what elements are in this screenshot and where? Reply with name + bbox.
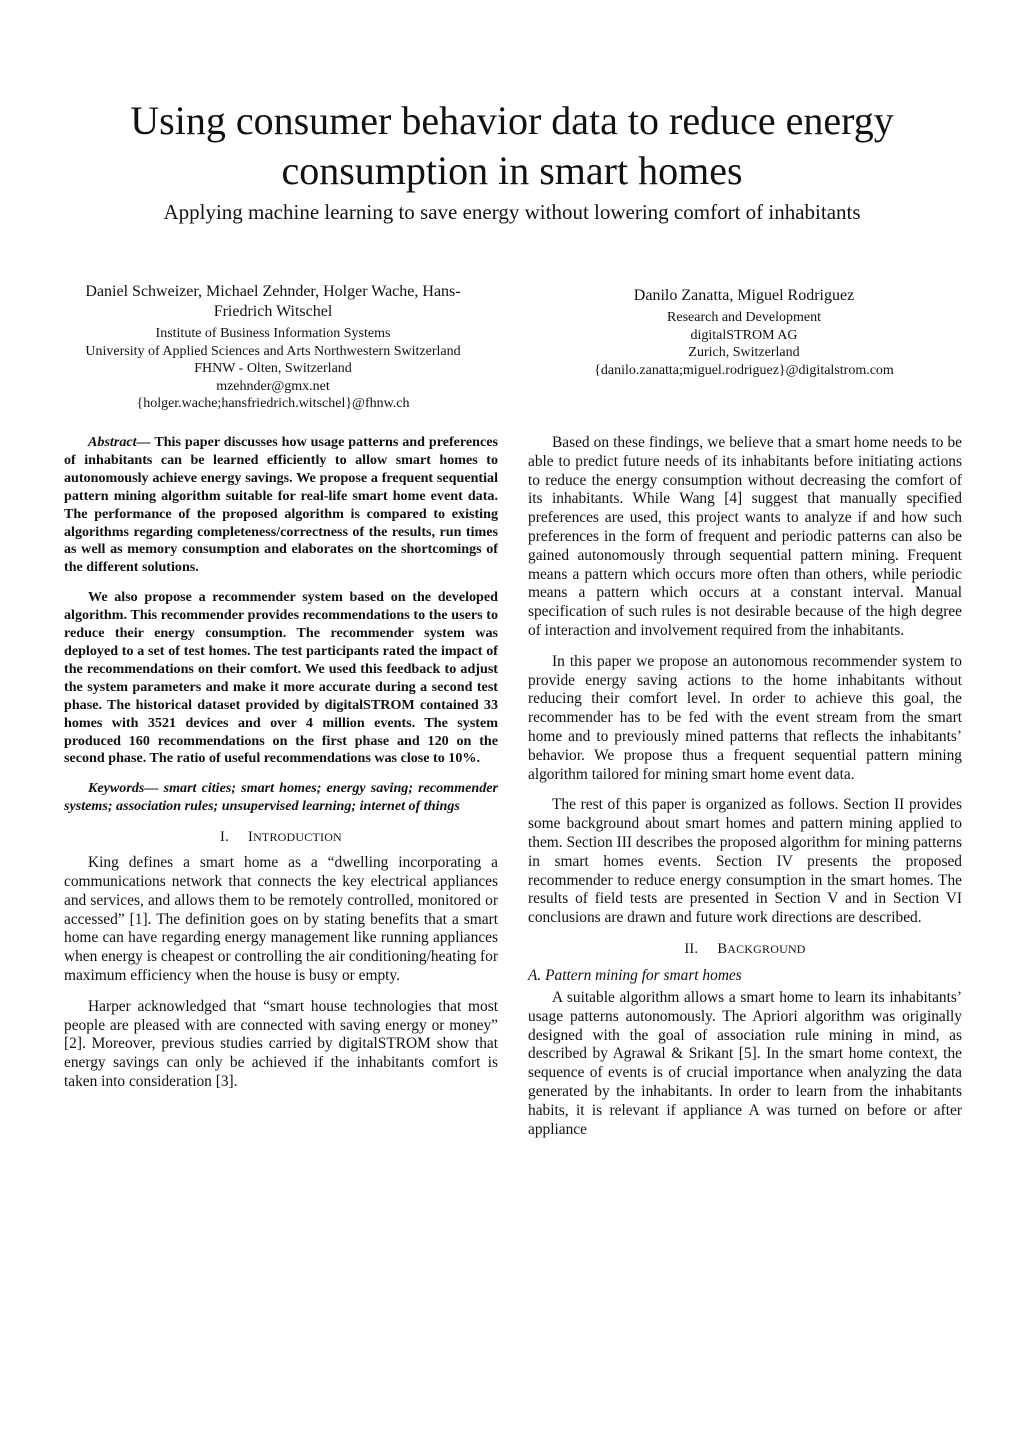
intro-paragraph-3: Based on these findings, we believe that a smart home needs to be able to predict future needs of its inhabitants before initiating actions to reduce the energy consumption without decreasing the comfort of its inhabitants. While Wang [4] suggest that manually specified preferences are used, this project wants to analyze if and how such preferences in the form of frequent and periodic patterns can also be gained autonomously through sequential pattern mining. Frequent means a pattern which occurs more often than others, while periodic means a pattern which occurs at a constant interval. Manual specification of such rules is not desirable because of the high degree of interaction and involvement required from the inhabitants.: [528, 434, 962, 639]
section-numeral: II.: [684, 940, 699, 957]
author-email: {danilo.zanatta;miguel.rodriguez}@digitalstrom.com: [594, 362, 894, 378]
author-names-right: Danilo Zanatta, Miguel Rodriguez: [633, 287, 855, 304]
author-email: mzehnder@gmx.net: [216, 378, 330, 394]
affiliation-line: FHNW - Olten, Switzerland: [194, 361, 352, 377]
abstract-label: Abstract—: [88, 434, 151, 450]
affiliation-line: Zurich, Switzerland: [688, 345, 800, 361]
subsection-heading-pattern-mining: A. Pattern mining for smart homes: [528, 966, 742, 984]
affiliation-line: digitalSTROM AG: [690, 327, 798, 343]
title-line-1: Using consumer behavior data to reduce energy: [130, 98, 894, 143]
section-title-rest: ACKGROUND: [727, 941, 806, 956]
author-block-left: [62, 282, 484, 413]
abstract-paragraph-2: We also propose a recommender system based on the developed algorithm. This recommender provides recommendations to the users to reduce their energy consumption. The recommender system was deployed to a set of test homes. The test participants rated the impact of the recommendations on their comfort. We used this feedback to adjust the system parameters and make it more accurate during a second test phase. The historical dataset provided by digitalSTROM contained 33 homes with 3521 devices and over 4 million events. The system produced 160 recommendations on the first phase and 120 on the second phase. The ratio of useful recommendations was close to 10%.: [64, 589, 498, 767]
author-email: {holger.wache;hansfriedrich.witschel}@fhnw.ch: [136, 396, 410, 412]
title-line-2: consumption in smart homes: [281, 148, 743, 193]
affiliation-line: Research and Development: [667, 310, 821, 325]
section-title-initial: I: [248, 829, 254, 846]
author-names-left: Daniel Schweizer, Michael Zehnder, Holger Wache, Hans-Friedrich Witschel: [85, 283, 461, 320]
section-heading-introduction: [64, 828, 498, 846]
paper-subtitle: Applying machine learning to save energy without lowering comfort of inhabitants: [163, 200, 861, 224]
author-block-right: [524, 286, 964, 379]
keywords-text: smart cities; smart homes; energy saving; recommender systems; association rules; unsupervised learning; internet of things: [64, 780, 498, 815]
paper-title: [60, 96, 964, 196]
affiliation-line: University of Applied Sciences and Arts Northwestern Switzerland: [85, 343, 461, 359]
section-heading-background: [528, 940, 962, 958]
intro-paragraph-5: The rest of this paper is organized as follows. Section II provides some background about smart homes and pattern mining applied to them. Section III describes the proposed algorithm for mining patterns in smart homes events. Section IV presents the proposed recommender to reduce energy consumption in the smart homes. The results of field tests are presented in Section V and in Section VI conclusions are drawn and future work directions are described.: [528, 796, 962, 927]
affiliation-line: Institute of Business Information Systems: [155, 326, 391, 341]
keywords-paragraph: [64, 780, 498, 816]
intro-paragraph-1: King defines a smart home as a “dwelling incorporating a communications network that connects the key electrical appliances and services, and allows them to be remotely controlled, monitored or accessed” [1]. The definition goes on by stating benefits that a smart home can have regarding energy management like running appliances when energy is cheapest or controlling the air conditioning/heating for maximum efficiency when the house is busy or empty.: [64, 854, 498, 984]
left-column: [64, 434, 498, 1104]
abstract-paragraph-1: [64, 434, 498, 577]
keywords-label: Keywords—: [88, 780, 159, 797]
right-column: [528, 434, 962, 1151]
background-paragraph-1: A suitable algorithm allows a smart home to learn its inhabitants’ usage patterns autonomously. The Apriori algorithm was originally designed with the goal of association rule mining in mind, as described by Agrawal & Srikant [5]. In the smart home context, the sequence of events is of crucial importance when analyzing the data generated by the inhabitants. In order to learn from the inhabitants habits, it is relevant if appliance A was turned on before or after appliance: [528, 988, 962, 1138]
section-title-initial: B: [717, 940, 728, 957]
section-title-rest: NTRODUCTION: [253, 830, 342, 845]
abstract-text-1: This paper discusses how usage patterns and preferences of inhabitants can be learned efficiently to allow smart homes to autonomously achieve energy savings. We propose a frequent sequential pattern mining algorithm suitable for real-life smart home event data. The performance of the proposed algorithm is compared to existing algorithms regarding completeness/correctness of the results, run times as well as memory consumption and elaborates on the shortcomings of the different solutions.: [64, 434, 498, 576]
section-numeral: I.: [220, 829, 229, 846]
intro-paragraph-4: In this paper we propose an autonomous recommender system to provide energy saving actions to the home inhabitants without reducing their comfort level. In order to achieve this goal, the recommender has to be fed with the event stream from the smart home and to previously mined patterns that reflects the inhabitants’ behavior. We propose thus a frequent sequential pattern mining algorithm tailored for mining smart home event data.: [528, 652, 962, 783]
intro-paragraph-2: Harper acknowledged that “smart house technologies that most people are pleased with are connected with saving energy or money” [2]. Moreover, previous studies carried by digitalSTROM show that energy savings can only be achieved if the inhabitants comfort is taken into consideration [3].: [64, 997, 498, 1090]
